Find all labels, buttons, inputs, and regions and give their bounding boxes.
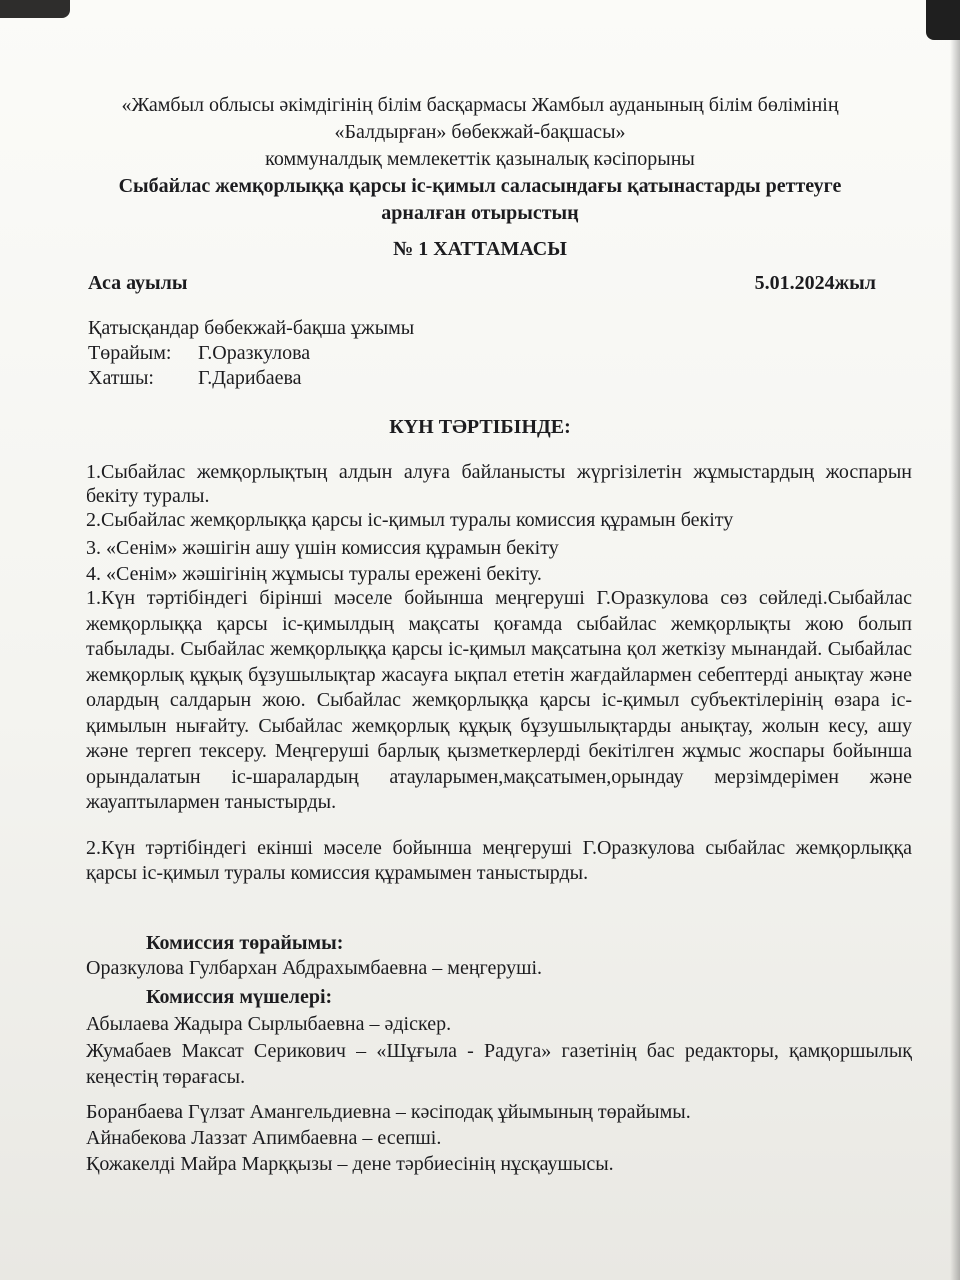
chair-line: [88, 340, 888, 366]
commission-member: Айнабекова Лаззат Апимбаевна – есепші.: [86, 1127, 442, 1149]
agenda-item-1: 1.Сыбайлас жемқорлықтың алдын алуға байланысты жүргізілетін жұмыстардың жоспарын бекіту туралы.: [86, 461, 912, 507]
secretary-name: Г.Дарибаева: [198, 367, 302, 389]
participants: Қатысқандар бөбекжай-бақша ұжымы: [88, 317, 415, 339]
chair-label: Төрайым:: [88, 342, 172, 364]
chair-name: Г.Оразкулова: [198, 342, 311, 364]
document-title-line-2: арналған отырыстың: [381, 202, 579, 224]
commission-member: Жумабаев Максат Серикович – «Шұғыла - Радуга» газетінің бас редакторы, қамқоршылық кеңестің төрағасы.: [86, 1040, 912, 1088]
commission-chair: Оразкулова Гулбархан Абдрахымбаевна – меңгеруші.: [86, 957, 543, 979]
agenda-item-4: 4. «Сенім» жәшігінің жұмысы туралы ережені бекіту.: [86, 563, 542, 585]
commission-member: Қожакелді Майра Марққызы – дене тәрбиесінің нұсқаушысы.: [86, 1153, 614, 1175]
commission-chair-heading: Комиссия төрайымы:: [146, 932, 344, 954]
page-shadow: [950, 40, 960, 1280]
secretary-line: [88, 365, 888, 391]
discussion-paragraph-2: 2.Күн тәртібіндегі екінші мәселе бойынша меңгеруші Г.Оразкулова сыбайлас жемқорлыққа қарсы іс-қимыл туралы комиссия құрамымен таныстырды.: [86, 837, 912, 884]
discussion-paragraph-1: 1.Күн тәртібіндегі бірінші мәселе бойынша меңгеруші Г.Оразкулова сөз сөйледі.Сыбайлас жемқорлыққа қарсы іс-қимылдың мақсаты қоғамда сыбайлас жемқорлықты жою болып табылады. Сыбайлас жемқорлыққа қарсы іс-қимыл мақсатына қол жеткізу мынандай. Сыбайлас жемқорлық құқық бұзушылықтар жасауға ықпал ететін жағдайлармен себептерді анықтау және олардың салдарын жою. Сыбайлас жемқорлыққа қарсы іс-қимыл субъектілерінің өзара іс-қимылын нығайту. Сыбайлас жемқорлық құқық бұзушылықтарды анықтау, жолын кесу, ашу және тергеп тексеру. Меңгеруші барлық қызметкерлерді бекітілген жұмыс жоспары бойынша орындалатын іс-шаралардың атауларымен,мақсатымен,орындау мерзімдерімен және жауаптылармен таныстырды.: [86, 587, 912, 813]
agenda-item-3: 3. «Сенім» жәшігін ашу үшін комиссия құрамын бекіту: [86, 537, 559, 559]
protocol-number: № 1 ХАТТАМАСЫ: [393, 238, 567, 260]
meeting-place: Аса ауылы: [88, 272, 188, 294]
meeting-date: 5.01.2024жыл: [754, 272, 876, 294]
org-name-line-2: «Балдырған» бөбекжай-бақшасы»: [334, 121, 626, 143]
agenda-heading: КҮН ТӘРТІБІНДЕ:: [389, 416, 571, 438]
commission-member: Боранбаева Гүлзат Амангельдиевна – кәсіподақ ұйымының төрайымы.: [86, 1101, 691, 1123]
photo-background-corner: [926, 0, 960, 40]
document-title-line-1: Сыбайлас жемқорлыққа қарсы іс-қимыл саласындағы қатынастарды реттеуге: [118, 175, 842, 197]
commission-member: Абылаева Жадыра Сырлыбаевна – әдіскер.: [86, 1013, 452, 1035]
org-name-line-3: коммуналдық мемлекеттік қазыналық кәсіпорыны: [265, 148, 695, 170]
secretary-label: Хатшы:: [88, 367, 154, 389]
photo-background-corner: [0, 0, 70, 18]
org-name-line-1: «Жамбыл облысы әкімдігінің білім басқармасы Жамбыл ауданының білім бөлімінің: [121, 94, 839, 116]
agenda-item-2: 2.Сыбайлас жемқорлыққа қарсы іс-қимыл туралы комиссия құрамын бекіту: [86, 509, 734, 531]
commission-members-heading: Комиссия мүшелері:: [146, 986, 333, 1008]
